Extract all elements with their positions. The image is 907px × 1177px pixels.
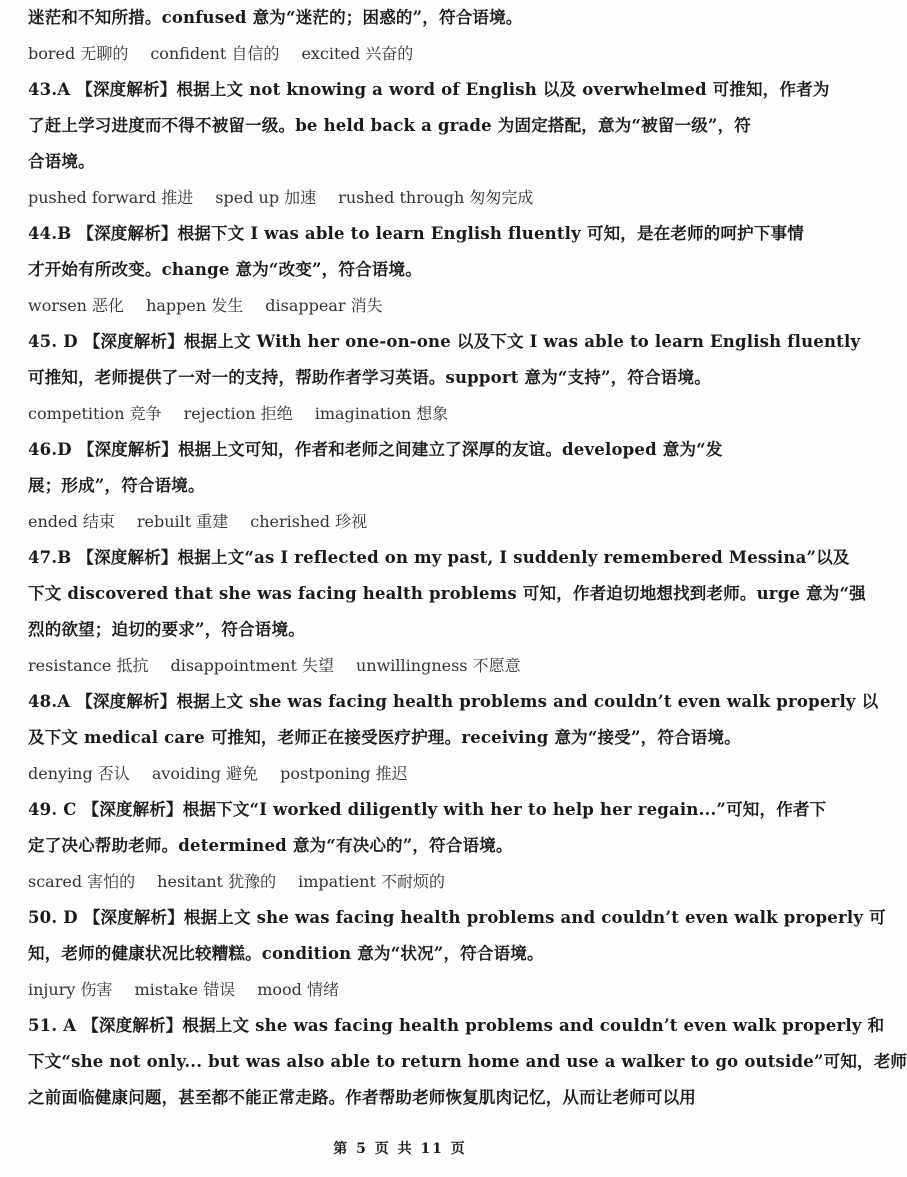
option-item: impatient 不耐烦的	[298, 872, 445, 891]
option-item: excited 兴奋的	[301, 44, 414, 63]
option-item: disappear 消失	[265, 296, 383, 315]
option-item: avoiding 避免	[151, 764, 259, 783]
text-line: 之前面临健康问题，甚至都不能正常走路。作者帮助老师恢复肌肉记忆，从而让老师可以用	[28, 1088, 696, 1107]
option-item: mistake 错误	[134, 980, 236, 999]
text-line: 合语境。	[28, 152, 95, 171]
option-item: unwillingness 不愿意	[356, 656, 521, 675]
text-line: 51. A 【深度解析】根据上文 she was facing health problems and couldn’t even walk properly 和	[28, 1016, 885, 1035]
text-line: 可推知，老师提供了一对一的支持，帮助作者学习英语。support 意为“支持”，符合语境。	[28, 368, 711, 387]
option-item: happen 发生	[146, 296, 244, 315]
option-translations	[28, 180, 774, 216]
option-translations	[28, 648, 774, 684]
option-item: hesitant 犹豫的	[157, 872, 277, 891]
option-item: pushed forward 推进	[28, 188, 194, 207]
option-item: sped up 加速	[215, 188, 317, 207]
text-line: 50. D 【深度解析】根据上文 she was facing health problems and couldn’t even walk properly 可	[28, 908, 886, 927]
text-line: 知，老师的健康状况比较糟糕。condition 意为“状况”，符合语境。	[28, 944, 544, 963]
text-line: 45. D 【深度解析】根据上文 With her one-on-one 以及下文 I was able to learn English fluently	[28, 332, 861, 351]
option-item: competition 竞争	[28, 404, 162, 423]
option-item: imagination 想象	[314, 404, 449, 423]
option-translations	[28, 36, 774, 72]
option-item: postponing 推迟	[280, 764, 408, 783]
text-line: 才开始有所改变。change 意为“改变”，符合语境。	[28, 260, 422, 279]
text-line: 了赶上学习进度而不得不被留一级。be held back a grade 为固定搭配，意为“被留一级”，符	[28, 116, 751, 135]
text-line: 48.A 【深度解析】根据上文 she was facing health problems and couldn’t even walk properly 以	[28, 692, 879, 711]
text-line: 49. C 【深度解析】根据下文“I worked diligently with her to help her regain...”可知，作者下	[28, 800, 827, 819]
text-line: 及下文 medical care 可推知，老师正在接受医疗护理。receiving 意为“接受”，符合语境。	[28, 728, 741, 747]
text-line: 46.D 【深度解析】根据上文可知，作者和老师之间建立了深厚的友谊。developed 意为“发	[28, 440, 723, 459]
option-item: injury 伤害	[28, 980, 113, 999]
option-item: worsen 恶化	[28, 296, 125, 315]
option-item: bored 无聊的	[28, 44, 129, 63]
text-line: 定了决心帮助老师。determined 意为“有决心的”，符合语境。	[28, 836, 513, 855]
text-line: 下文 discovered that she was facing health problems 可知，作者迫切地想找到老师。urge 意为“强	[28, 584, 866, 603]
option-item: cherished 珍视	[250, 512, 368, 531]
text-line: 展；形成”，符合语境。	[28, 476, 205, 495]
option-item: rejection 拒绝	[183, 404, 293, 423]
option-item: ended 结束	[28, 512, 115, 531]
option-translations	[28, 756, 774, 792]
text-line: 47.B 【深度解析】根据上文“as I reflected on my past, I suddenly remembered Messina”以及	[28, 548, 850, 567]
document-body	[28, 0, 907, 1116]
text-line: 烈的欲望；迫切的要求”，符合语境。	[28, 620, 305, 639]
option-item: resistance 抵抗	[28, 656, 149, 675]
option-item: disappointment 失望	[170, 656, 334, 675]
option-item: mood 情绪	[257, 980, 339, 999]
option-item: confident 自信的	[150, 44, 280, 63]
option-item: rushed through 匆匆完成	[338, 188, 534, 207]
option-item: scared 害怕的	[28, 872, 136, 891]
option-item: denying 否认	[28, 764, 130, 783]
option-item: rebuilt 重建	[136, 512, 229, 531]
text-line: 43.A 【深度解析】根据上文 not knowing a word of English 以及 overwhelmed 可推知，作者为	[28, 80, 830, 99]
page-footer: 第 5 页 共 11 页	[333, 1141, 467, 1157]
text-line: 44.B 【深度解析】根据下文 I was able to learn English fluently 可知，是在老师的呵护下事情	[28, 224, 804, 243]
option-translations	[28, 288, 774, 324]
option-translations	[28, 972, 774, 1008]
option-translations	[28, 504, 774, 540]
option-translations	[28, 864, 774, 900]
option-translations	[28, 396, 774, 432]
text-line: 下文“she not only... but was also able to return home and use a walker to go outside”可知，老师	[28, 1052, 907, 1071]
text-line: 迷茫和不知所措。confused 意为“迷茫的；困惑的”，符合语境。	[28, 8, 523, 27]
